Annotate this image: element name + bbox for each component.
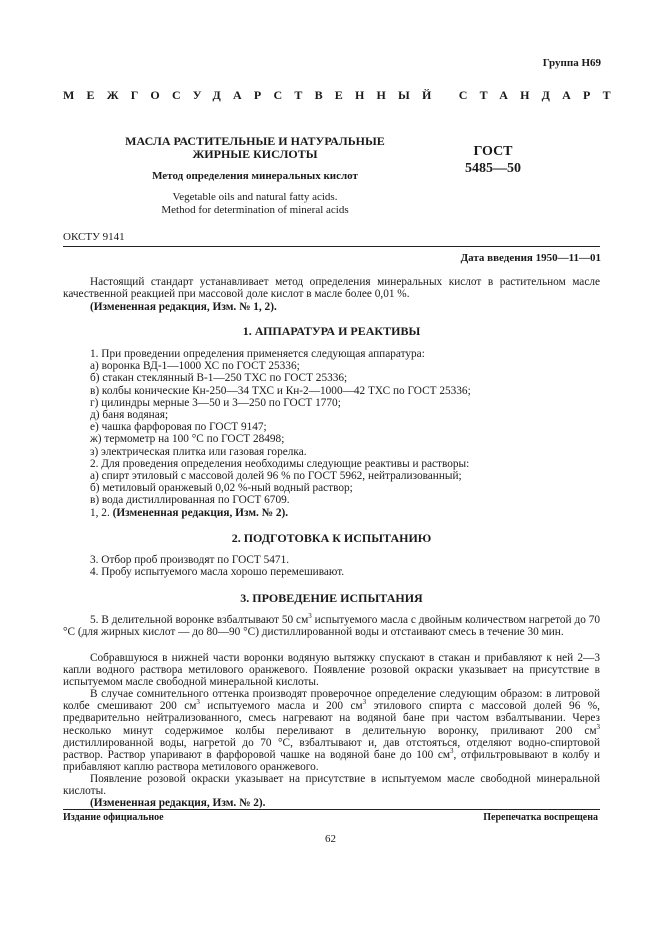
list-item: б) стакан стеклянный В-1—250 ТХС по ГОСТ 25336; [90,372,348,385]
list-item: з) электрическая плитка или газовая горелка. [90,445,307,458]
list-item: а) спирт этиловый с массовой долей 96 % по ГОСТ 5962, нейтрализованный; [90,470,462,483]
list-item: е) чашка фарфоровая по ГОСТ 9147; [90,421,267,434]
gost-designation [438,143,548,177]
title-line: МАСЛА РАСТИТЕЛЬНЫЕ И НАТУРАЛЬНЫЕ [125,134,385,148]
list-item: 1. При проведении определения применяется следующая аппаратура: [90,348,425,360]
reprint-prohibited-note: Перепечатка воспрещена [483,812,598,823]
test-paragraph-verification: В случае сомнительного оттенка производят проверочное определение следующим образом: в литровой колбе смешивают 200 $см^3$ испытуемого масла и 200 $см^3$ этилового спирта с массовой долей 96 %, предварительно нейтрализованного, смесь нагревают на водяной бане при частом взбалтывании. Через несколько минут содержимое колбы переливают в делительную воронку, приливают 200 $см^3$ дистиллированной воды, нагретой до 70 °С, взбалтывают и, дав отстояться, отделяют водно-спиртовой раствор. Раствор упаривают в фарфоровой чашке на водяной бане до 100 $см^3$, отфильтровывают в колбу и прибавляют каплю раствора метилового оранжевого. [63,688,600,774]
test-paragraph-extraction: Собравшуюся в нижней части воронки водяную вытяжку спускают в стакан и прибавляют к ней 2—3 капли водного раствора метилового оранжевого. Появление розовой окраски указывает на присутствие в испытуемом масле свободной минеральной кислоты. [63,652,600,689]
list-item: б) метиловый оранжевый 0,02 %-ный водный раствор; [90,482,353,495]
document-title [100,135,410,161]
okstu-code: ОКСТУ 9141 [63,231,125,243]
revision-note: (Измененная редакция, Изм. № 2). [112,506,289,519]
list-item: в) колбы конические Кн-250—34 ТХС и Кн-2—1000—42 ТХС по ГОСТ 25336; [90,384,471,397]
intro-paragraph: Настоящий стандарт устанавливает метод определения минеральных кислот в растительном масле качественной реакцией при массовой доле кислот в масле более 0,01 %. [63,276,600,301]
official-edition-note: Издание официальное [63,812,164,823]
gost-number: 5485—50 [465,161,521,176]
english-title-line: Vegetable oils and natural fatty acids. [172,191,338,203]
method-subtitle: Метод определения минеральных кислот [152,170,358,182]
header-rule [63,246,600,247]
section-heading-apparatus: 1. АППАРАТУРА И РЕАКТИВЫ [242,324,421,338]
section-heading-preparation: 2. ПОДГОТОВКА К ИСПЫТАНИЮ [231,531,432,545]
intro-revision: (Измененная редакция, Изм. № 1, 2). [90,301,277,313]
group-code: Группа Н69 [542,57,601,69]
apparatus-list [90,348,600,519]
list-item: 4. Пробу испытуемого масла хорошо перемешивают. [90,566,345,579]
test-paragraph-result: Появление розовой окраски указывает на присутствие в испытуемом масле свободной минеральной кислоты. [63,773,600,798]
list-item: 2. Для проведения определения необходимы следующие реактивы и растворы: [90,457,470,470]
standard-banner: МЕЖГОСУДАРСТВЕННЫЙ СТАНДАРТ [63,88,623,102]
section3-revision: (Измененная редакция, Изм. № 2). [90,797,266,809]
english-title-line: Method for determination of mineral acids [161,204,349,216]
list-item: д) баня водяная; [90,409,169,422]
list-item: а) воронка ВД-1—1000 ХС по ГОСТ 25336; [90,360,300,373]
list-item: ж) термометр на 100 °С по ГОСТ 28498; [90,433,285,446]
title-line: ЖИРНЫЕ КИСЛОТЫ [192,147,318,161]
test-paragraph-5: 5. В делительной воронке взбалтывают 50 $см^3$ испытуемого масла с двойным количеством нагретой до 70 °С (для жирных кислот — до 80—90 °С) дистиллированной воды и отстаивают смесь в течение 30 мин. [63,612,600,639]
list-item: в) вода дистиллированная по ГОСТ 6709. [90,494,290,507]
list-item: г) цилиндры мерные 3—50 и 3—250 по ГОСТ 1770; [90,396,341,409]
preparation-list [90,554,600,578]
section1-revision [90,507,600,519]
english-title [100,191,410,217]
introduction-date: Дата введения 1950—11—01 [460,252,601,264]
footer-rule [63,809,600,810]
section-heading-testing: 3. ПРОВЕДЕНИЕ ИСПЫТАНИЯ [240,591,423,605]
page-number: 62 [325,833,336,845]
list-item: 3. Отбор проб производят по ГОСТ 5471. [90,554,290,566]
revision-prefix: 1, 2. [90,506,110,519]
gost-label: ГОСТ [473,144,513,159]
